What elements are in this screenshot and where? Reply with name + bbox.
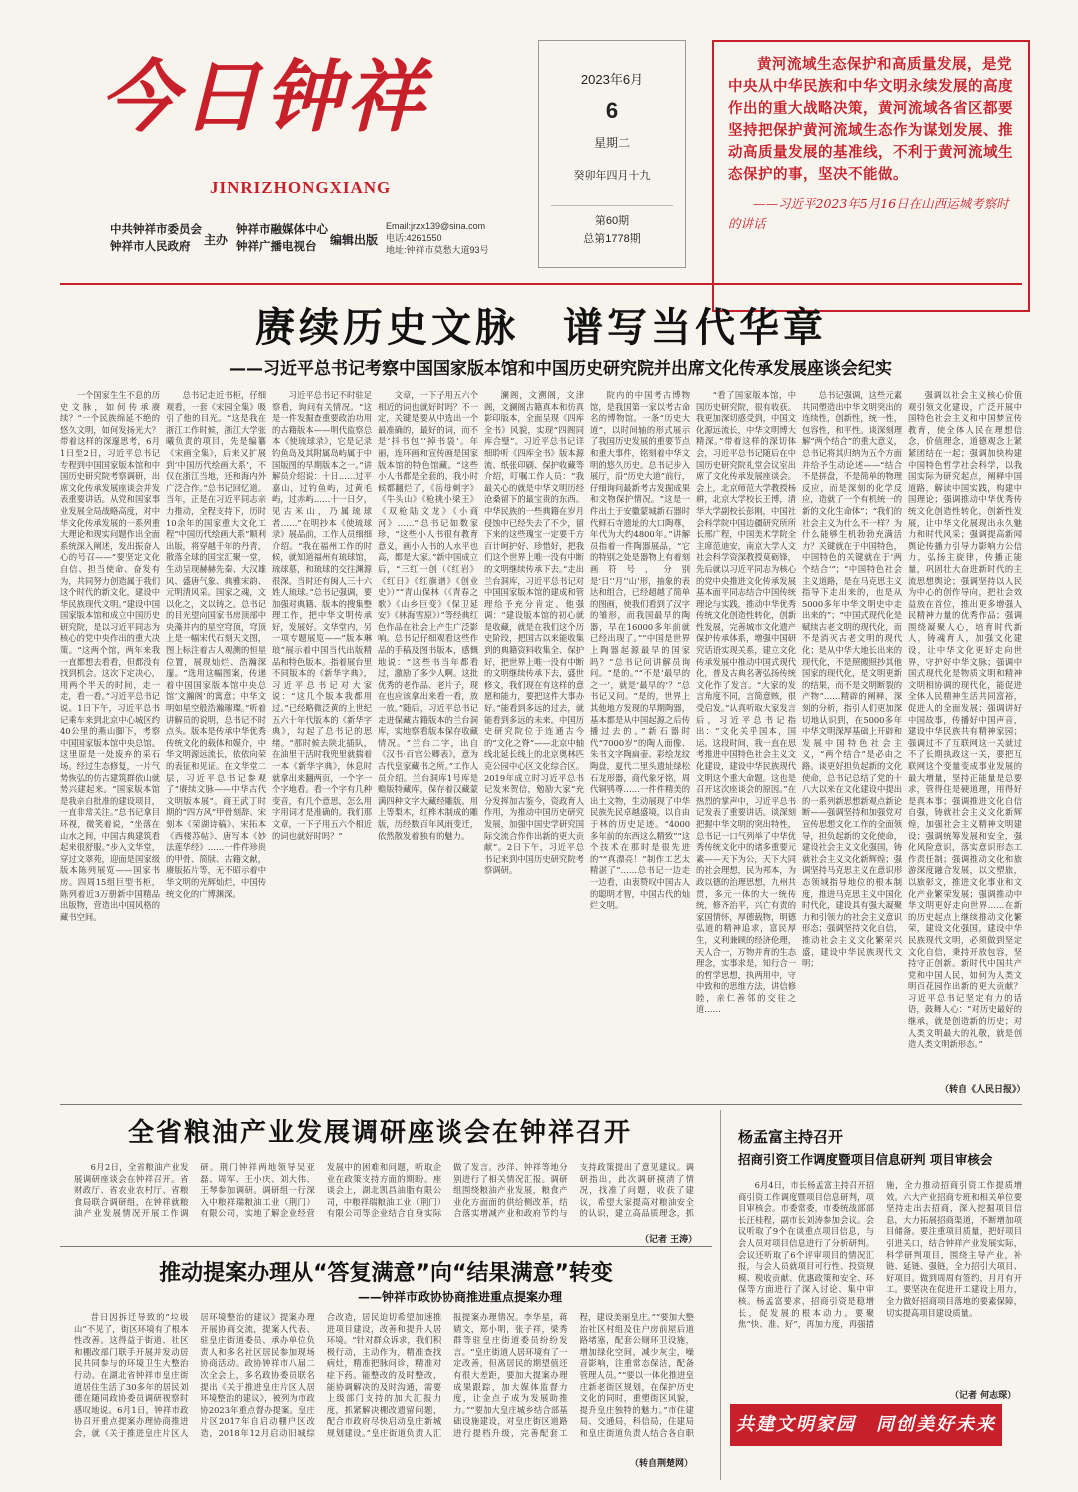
publish-label: 编辑出版 bbox=[330, 233, 379, 247]
lead-text-7: “看了国家版本馆，中国历史研究院，很有收获。我更加深切感受到，中国文化源远流长，中华文明博大精深。”带着这样的深切体会，习近平总书记随后在中国历史研究院礼堂会议室出席了文化传承发展座谈会。会上，北京师范大学教授杨耕，北京大学校长王博，清华大学副校长彭刚，中国社会科学院中国边疆研究所所长邢广程，中国美术学院全主席范迪安，南京大学人文社会科学资深教授莫砺锋，先后就以习近平同志为核心的党中央推进文化传承发展基本面平同志结合中国传统理论与实践，推动中华优秀传统文化创造性转化，创新性发展，完善城市文化遗产保护传承体系，增强中国研究话语实现关系，建立文化传承发展中推动中国式现代化，普及古典名著弘扬传统文化作了发言。“大家的发言角度不同，言简意赅，很受启发。”认真听取大家发言后，习近平总书记指出：“文化关乎国本，国运。这段时间，我一直在思考推进中国特色社会主义文化建设，建设中华民族现代文明这个重大命题。这也是召开这次座谈会的原因。”在热烈的掌声中，习近平总书记发表了重要讲话。谈深刻把握中华文明的突出特性，总书记一口气列举了中华优秀传统文化中的诸多重要元素——天下为公，天下大同的社会理想，民为邦本，为政以德的治理思想，九州共贯，多元一体的大一统传统，修齐治平，兴亡有责的家国情怀，厚德载物，明德弘道的精神追求，富民厚生，义利兼顾的经济伦理，天人合一，万物并育的生态理念，实事求是，知行合一的哲学思想，执两用中，守中致和的思维方法，讲信修睦，亲仁善邻的交往之道…… bbox=[696, 390, 796, 1015]
phone: 电话:4261550 bbox=[386, 233, 442, 243]
article4-body bbox=[738, 1180, 1022, 1388]
article3-credit: （转自荆楚网） bbox=[630, 1459, 694, 1469]
lead-column-5 bbox=[484, 390, 584, 1100]
lead-column-1 bbox=[60, 390, 160, 1100]
host-label: 主办 bbox=[204, 233, 229, 247]
weekday: 星期二 bbox=[593, 136, 630, 150]
year-month: 2023年6月 bbox=[580, 72, 644, 87]
lunar-date: 癸卯年四月十九 bbox=[573, 170, 651, 182]
date-box bbox=[538, 40, 686, 268]
masthead-title: 今日钟祥 bbox=[100, 52, 429, 143]
lead-column-4 bbox=[378, 390, 478, 1100]
publisher-2: 钟祥广播电视台 bbox=[236, 241, 317, 253]
lead-column-7 bbox=[696, 390, 796, 1100]
article3-body bbox=[74, 1312, 694, 1448]
sponsors bbox=[110, 222, 202, 256]
article4-title-line1: 杨孟富主持召开 bbox=[738, 1128, 844, 1146]
masthead-pinyin: JINRIZHONGXIANG bbox=[210, 178, 392, 197]
lead-column-8 bbox=[802, 390, 902, 1100]
lead-text-8: 总书记强调，这些元素共同塑造出中华文明突出的连续性，创新性，统一性，包容性，和平性。谈深刻理解“两个结合”的重大意义，总书记将其归纳为五个方面并给予生动论述——“结合不是拼盘，不是简单的物理反应，而是深刻的化学反应，造就了一个有机统一的新的文化生命体”；“我们的社会主义为什么不一样？为什么能够生机勃勃充满活力？关键就在于中国特色，中国特色的关键就在于‘两个结合’”；“中国特色社会主义道路，是在马克思主义指导下走出来的，也是从5000多年中华文明史中走出来的”；“中国式现代化是赋续古老文明的现代化，而不是消灭古老文明的现代化；是从中华大地长出来的现代化，不是照搬照抄其他国家的现代化，是文明更新的结果，而不是文明断裂的产物”……精辟的阐释，深刻的分析，指引人们更加深切地认识到，在5000多年中华文明深厚基础上开辟和发展中国特色社会主义，“两个结合”是必由之路。谈更好担负起新的文化使命，总书记总结了党的十八大以来在文化建设中提出的一系列新思想新观点新论断——强调坚持和加强党对宣传思想文化工作的全面领导，担负起新的文化使命，建设社会主义文化强国，铸就社会主义文化新辉煌；强调坚持马克思主义在意识形态领域指导地位的根本制度，推进马克思主义中国化时代化，建设具有强大凝聚力和引领力的社会主义意识形态；强调坚持文化自信，推动社会主义文化繁荣兴盛，建设中华民族现代文明； bbox=[802, 390, 902, 969]
article2-title: 全省粮油产业发展调研座谈会在钟祥召开 bbox=[127, 1118, 632, 1148]
article4-title-line2: 招商引资工作调度暨项目信息研判 项目审核会 bbox=[738, 1152, 993, 1167]
lead-text-3: 习近平总书记不时驻足察看，询问有关情况。“这是一件发掘查重要政治功用的古籍版本——明代监察总本《使琉球录》，它是记录钓鱼岛及其附属岛屿属于中国版图的早期版本之一。”讲解员介绍说：十日……过平嘉山，过钓鱼屿，过黄毛屿，过赤屿……十一日夕，见古米山，乃属琉球者……”在明抄本《使琉球录》展品前，工作人员细细介绍。“我在福州工作的时候，就知道福州有琉球馆，琉球墓，和琉球的交往渊源很深。当时还有闽人三十六姓人琉球。”总书记强调，要加强对典籍、版本的搜集整理工作，把中华文明传承好，发展好。文华堂内，另一项专题展览——“版本琳琅”展示着中国当代出版精品和特色版本。指着展台里不同版本的《新华字典》，习近平总书记对大家说：“这几个版本我都用过。”已经略微泛黄的上世纪五六十年代版本的《新华字典》，勾起了总书记的思绪。“那时候去陕北插队，在油里干活时我兜里就揣着一本《新华字典》，休息时就拿出来翻两页，一个字一个字地看。看一个字有几种变音，有几个意思，怎么用字用词才是准确的。我们那文章，一下子用五六个相近的词也就好时吗？” bbox=[272, 390, 372, 841]
lead-text-6: 院内的中国考古博物馆，是我国第一家以考古命名的博物馆。一条“历史大道”，以时间轴的形式展示了我国历史发展的重要节点和重大事件，铭刻着中华文明的悠久历史。总书记步入展厅，沿“历史大道”前行，仔细询问最新考古发掘成果和文物保护情况。“这是一件出土于安徽蒙城新石器时代鲜石寺遗址的大口陶尊，年代为大约4800年。”讲解员指着一件陶器展品，“它的特别之处是器物上有着刻画符号，分别是‘日’‘月’‘山’形，抽象的表达和组合，已经超越了简单的图画，使我们看到了汉字的雏形，而我国最早的陶器，早在16000多年前就已经出现了。”“中国是世界上陶器起源最早的国家吗？”总书记问讲解员询问。“是的。”“不是‘最早的之一’，就是‘最早的’？”总书记又问。“是的，世界上其他地方发现的早期陶器，基本都是从中国起源之后传播过去的。”新石器时代“7000岁”的陶人面像、朱书文字陶扁壶、彩绘龙纹陶盘，夏代二里头遗址绿松石龙形器，商代象牙铭，周代铜鸮尊……一件件精美的出土文物，生动展现了中华民族先民卓越盛境，以自由于林的历史足迹。“4000多年前的东西这么精致”“这个技术在那时是很先进的”“真漂亮！”制作工艺太精湛了”……总书记一边走一边看，由衷赞叹中国古人的聪明才智，中国古代的灿烂文明。 bbox=[590, 390, 690, 911]
lead-column-6 bbox=[590, 390, 690, 1100]
divider bbox=[60, 1246, 712, 1247]
sponsor-2: 钟祥市人民政府 bbox=[110, 241, 191, 253]
lead-subheadline: ——习近平总书记考察中国国家版本馆和中国历史研究院并出席文化传承发展座谈会纪实 bbox=[229, 359, 892, 379]
issue-number: 第60期 bbox=[594, 215, 630, 227]
lead-column-9 bbox=[908, 390, 1022, 1080]
lead-column-3 bbox=[272, 390, 372, 1100]
article3-title: 推动提案办理从“答复满意”向“结果满意”转变 bbox=[159, 1261, 613, 1286]
publisher-1: 钟祥市融媒体中心 bbox=[236, 224, 328, 236]
lead-text-9: 强调以社会主义核心价值观引领文化建设，广泛开展中国特色社会主义和中国梦宣传教育，使全体人民在理想信念，价值理念，道德观念上紧紧团结在一起；强调加快构建中国特色哲学社会科学，以我国实际为研究起点，阐释中国道路，解读中国实践，构建中国理论；强调推动中华优秀传统文化创造性转化，创新性发展，让中华文化展现出永久魅力和时代风采；强调提高新闻舆论传播力引导力影响力公信力，弘扬主旋律，传播正能量，巩固壮大奋进新时代的主流思想舆论；强调坚持以人民为中心的创作导向，把社会效益放在首位，推出更多增强人民精神力量的优秀作品；强调围绕凝聚人心，培育时代新人，铸魂育人，加强文化建设，让中华文化更好走向世界，守护好中华文脉；强调中国式现代化是物质文明和精神文明相协调的现代化，能促进全体人民精神生活共同富裕，促进人的全面发展；强调讲好中国故事，传播好中国声音，建设中华民族共有精神家园；强调过不了互联网这一关就过不了长期执政这一关，要把互联网这个变量变成事业发展的最大增量，坚持正能量是总要求，管得住是硬道理，用得好是真本事；强调推进文化自信自强，铸就社会主义文化新辉煌，加强社会主义精神文明建设；强调统筹发展和安全，强化风险意识，落实意识形态工作责任制；强调推动文化和旅游深度融合发展，以文塑旅，以旅彰文，推进文化事业和文化产业繁荣发展；强调推动中华文明更好走向世界……在新的历史起点上继续推动文化繁荣，建设文化强国，建设中华民族现代文明，必须做到坚定文化自信，秉持开放包容，坚持守正创新。新时代中国共产党和中国人民，如何为人类文明百花园作出新的更大贡献？习近平总书记坚定有力的话语，鼓舞人心：“对历史最好的继承，就是创造新的历史；对人类文明最大的礼敬，就是创造人类文明新形态。” bbox=[908, 390, 1022, 1050]
publishers bbox=[236, 222, 328, 256]
lead-headline: 赓续历史文脉 谱写当代华章 bbox=[255, 305, 827, 351]
article2-text: 6月2日，全省粮油产业发展调研座谈会在钟祥召开。省财政厅、省农业农村厅、省粮食局联合调研组，在钟祥就粮油产业发展情况开展工作调研。荆门钟祥两地领导吴亚磊、周军、王小庆、刘大伟、王琴参加调研。调研组一行深入中粮祥瑞粮油工业（荆门）有限公司，实地了解企业经营发展中的困难和问题，听取企业在政策支持方面的期盼。座谈会上，湖北凯昌油脂有限公司，中粮祥瑞粮油工业（荆门）有限公司等企业结合自身实际做了发言。沙洋、钟祥等地分别进行了相关情况汇报。调研组围绕粮油产业发展，粮食产业化方面面的供给侧改革，结合落实增减产业和政府节约与支持政策提出了意见建议。调研指出，此次调研摸清了情况，找准了问题，收获了建议，希望大家提高对粮油安全的认识，建立高品质理念，抓 bbox=[74, 1162, 694, 1219]
slogan-banner: 共建文明家园 同创美好未来 bbox=[730, 1404, 1002, 1446]
lead-text-5: 澜阁，文溯阁，文津阁，文澜阁古籍真本和仿真影印版本，全面呈现《四库全书》风貌，实现“四阁同库合璧”。习近平总书记详细聆听《四库全书》版本源流、纸张印刷、保护收藏等介绍，叮嘱工作人员：“我最关心的就是中华文明历经沧桑留下的最宝贵的东西。中华民族的一些典籍在岁月侵蚀中已经失去了不少，留下来的这些瑰宝一定要千方百计呵护好、珍惜好，把我们这个世界上唯一没有中断的文明继续传承下去。”走出兰台洞库，习近平总书记对中国国家版本馆的建成和管理给予充分肯定。他强调：“建设版本馆的初心就是收藏，就是在我们这个历史阶段，把国古以来能收集到的典籍资料收集全、保护好，把世界上唯一没有中断的文明继续传承下去，盛世修文，我们现在有这样的意愿和能力，要把这件大事办好。”能看到多远的过去，就能看到多远的未来。中国历史研究院位于连通古今的“文化之脊”——北京中轴线北延长线上的北京奥林匹克公园中心区文化综合区。2019年成立时习近平总书记发来贺信，勉励大家“充分发挥加古鉴今，资政育人作用，为推动中国历史研究发展，加强中国史学研究国际交流合作作出新的更大贡献”。2日下午，习近平总书记来到中国历史研究院考察调研。 bbox=[484, 390, 584, 876]
quote-text: 黄河流域生态保护和高质量发展，是党中央从中华民族和中华文明永续发展的高度作出的重大战略决策，黄河流域各省区都要坚持把保护黄河流域生态作为谋划发展、推动高质量发展的基准线，不利于黄河流域生态保护的事，坚决不能做。 bbox=[728, 57, 1013, 183]
contact-info bbox=[386, 220, 489, 256]
article2-body bbox=[74, 1162, 694, 1224]
article3-text: 昔日因拆迁导致的“垃圾山”不见了，街区环境有了根本性改善。这得益于街道、社区和棚改部门联手开展并发动居民共同参与的环境卫生大整治行动。在湖北省钟祥市皇庄街道居住生活了30多年的居民刘德在随同政协委员调研视察时感叹地说。6月1日，钟祥市政协召开重点提案办理协商推进会，就《关于推进皇庄片区人居环境整治的建议》提案办理开展协商交流，提案人代表、驻皇庄街道委员、承办单位负责人和多名社区居民参加现场协商活动。政协钟祥市八届二次全会上，多名政协委员联名提出《关于推进皇庄片区人居环境整治的建议》，被列为市政协2023年重点督办提案。皇庄片区2017年自启动棚户区改造，2018年12月启动旧城综合改造，居民迫切希望加速推进项目建设，改善和提升人居环境。“针对群众诉求，我们积极行动，主动作为，精准查找病灶，精准把脉问诊，精准对症下药。能整改的及时整改，能协调解决的及时沟通，需要上级部门支持的加大汇报力度，抓紧解决棚改遗留问题，配合市政府尽快启动皇庄新城规划建设。”皇庄街道负责人汇报提案办理情况。李华星，蒋婧文，郑小明，张子祥，梁秀群等驻皇庄街道委员纷纷发言。“皇庄街道人居环境有了一定改善，但离居民的期望值还有很大差距，要加大提案办理成果跟踪，加大媒体监督力度，让金点子成为发展助推力。”“要加大皇庄城乡结合部基础设施建设，对皇庄街区道路进行提档升级，完善配套工程，建设美丽皇庄。”“要加大整治社区村组及住户房前屋后道路堵塞，配套公厕环卫设施，增加绿化空间，减少灰尘，噪音影响，注重常态保洁，配备管理人员。”“要以一体化推进皇庄新老街区规划，在保护历史文化的同时，重塑街区风貌，提升皇庄独特的魅力。”市住建局、交通局，科信局，住建局和皇庄街道负责人结合各自职 bbox=[74, 1312, 694, 1438]
masthead-logo bbox=[100, 38, 430, 197]
article4-credit: （记者 何志琛） bbox=[950, 1391, 1017, 1401]
article2-credit: （记者 王涛） bbox=[640, 1235, 698, 1245]
quote-box bbox=[712, 40, 1030, 312]
lead-credit: （转自《人民日报》） bbox=[940, 1085, 1026, 1095]
lead-text-1: 一个国家生生不息的历史文脉，如何传承赓续？“一个民族绵延不绝的悠久文明，如何发扬光大？带着这样的深邃思考，6月1日至2日，习近平总书记专程到中国国家版本馆和中国历史研究院考察调研，出席文化传承发展座谈会并发表重要讲话。从党和国家事业发展全局战略高度，对中华文化传承发展的一系列重大理论和现实问题作出全面系统深入阐述，发出振奋人心的号召——“要坚定文化自信、担当使命、奋发有为，共同努力创造属于我们这个时代的新文化，建设中华民族现代文明。”建设中国国家版本馆和成立中国历史研究院，是以习近平同志为核心的党中央作出的重大决策。“这两个馆，两年来我一直都想去看看，但都没有找到机会。这次下定决心，用两个半天的时间，走一走，看一看。”习近平总书记说。1日下午，习近平总书记乘车来到北京中心城区约40公里的燕山脚下，考察中国国家版本馆中央总馆。这里原是一处废弃的采石场。经过生态修复，一片气势恢弘的仿古建筑群依山就势兴建起来。“国家版本馆是我亲自批准的建设项目，一直非常关注。”总书记拿目环视，微笑着说，“坐落在山水之间，中国古典建筑看起来很舒服。”步入文华堂，穿过文翠苑，迎面是国家级版本陈列展览——国家书房。四周15组巨型书柜，陈列着近3万册新中国精品出版物，营造出中国风格的藏书空间。 bbox=[60, 390, 160, 922]
lead-text-4: 文章，一下子用五六个相近的词也就好时吗？不一定，关键是要从中选出一个最准确的，最好的词，而不是‘抖书包’‘掉书袋’。年丽，连环画和宣传画是国家版本馆的特色馆藏。“这些小人书都是全套的，我小时候都翻烂了，《岳母刺字》《牛头山》《枪挑小梁王》《双枪陆文龙》《小商河》……”总书记如数家珍，“这些小人书很有教育意义，画小人书的人水平也高，都是大家。”新中国成立后，“三红一创（《红岩》《红日》《红旗谱》《创业史》）”“青山保林（《青春之歌》《山乡巨变》《保卫延安》《林海雪原》）”等经典红色作品在社会上产生广泛影响。总书记仔细观看这些作品的手稿及图书版本，感慨地说：“这些书当年都看过，激励了多少人啊。这批优秀的老作品、老片子，现在也应该拿出来看一看，放一放。”随后，习近平总书记走进保藏古籍版本的兰台洞库，实地察看版本保存收藏情况。“兰台二字，出自《汉书·百官公卿表》，意为古代皇家藏书之所。”工作人员介绍。兰台洞库1号库是赡版特藏库，保存着汉藏蒙满四种文字大藏经雕版。用上等梨木，红桦木制成的雕版，历经数百年风雨变迁，依然散发着独有的魅力。 bbox=[378, 390, 478, 841]
quote-source: ——习近平2023年5月16日在山西运城考察时的讲话 bbox=[728, 196, 1009, 231]
address: 地址:钟祥市莫愁大道93号 bbox=[386, 245, 489, 255]
sponsor-1: 中共钟祥市委员会 bbox=[110, 224, 202, 236]
divider bbox=[60, 1104, 1022, 1105]
lead-column-2 bbox=[166, 390, 266, 1100]
divider bbox=[720, 1110, 721, 1480]
total-issue: 总第1778期 bbox=[583, 233, 641, 245]
day: 6 bbox=[605, 98, 619, 123]
lead-text-2: 总书记走近书柜，仔细观看，一套《宋园全集》吸引了他的目光。“这是我在浙江工作时候，浙江大学张曦负责的项目，先是编纂《宋画全集》，后来又扩展到‘中国历代绘画大系’，不仅在浙江当地，还和海内外广泛合作。”总书记回忆道。当年，正是在习近平同志亲力推动，全程支持下，历时10余年的国家重大文化工程“中国历代绘画大系”顺利出版，将穿越千年的丹青，散落全球的国宝汇聚一堂，生动呈现赫赫先秦、大汉雄风、盛唐气象、典雅宋韵、元明清风采。国家之魂，文以化之，文以铸之。总书记的目光望向国家书房顶部中央藻井内的星空穹顶，穹顶上是一幅宋代石刻天文图，图上标注着古人观测的恒星位置，展现灿烂、浩瀚深邃。“选用这幅图案，传递着中国国家版本馆中央总馆‘文瀚阁’的寓意；中华文明如星空般浩瀚璀璨。”听着讲解员的说明，总书记不时点头。版本是传承中华优秀传统文化的载体和媒介，中华文明源远流长，依依向荣的表征和见证。在文华堂二层，习近平总书记参观了“赓续文脉——中华古代文明版本展”。商王武丁时期的“四方风”甲骨刻辞、宋刻本《荣湖诗稿》、宋拓本《西楼苏帖》、唐写本《妙法莲华经》……一件件珍贵的甲骨、简牍、古籍文献，赓版拓片等，无不昭示着中华文明的光辉灿烂，中国传统文化的广博渊深。 bbox=[166, 390, 266, 899]
email: Email:jrzx139@sina.com bbox=[386, 221, 486, 231]
issue-info bbox=[551, 205, 673, 248]
divider bbox=[60, 283, 1022, 285]
article4-text: 6月4日，市长杨孟富主持召开招商引资工作调度暨项目信息研判，项目审核会。市委常委，市委统战部部长汪桂程，副市长刘涛参加会议。会议听取了9个在谈重点项目信息，与会人员对项目信息进行了分析研判。会议还听取了6个评审项目的情况汇报，与会人员就项目可行性、投资规模、税收贡献、优惠政策和安全、环保等方面进行了深入讨论、集中审核。杨孟富要求，招商引资是稳增长，促发展的根本动力。要聚焦“快、准、好”，再加力度，再强措施，全力推动招商引资工作提质增效。六大产业招商专班和相关单位要坚持走出去招商，深入挖掘项目信息，大力拓展招商渠道，不断增加项目储备。要注重项目质量，把好项目引进关口，结合钟祥产业发展实际，科学研判项目，围绕主导产业，补链、延链、强链，全力招引大项目、好项目。做到周周有签约，月月有开工。要坚决在促进开工建设上用力，全力做好招商项目落地的要素保障，切实提高项目建设质量。 bbox=[738, 1180, 1022, 1330]
article3-subtitle: ——钟祥市政协协商推进重点提案办理 bbox=[357, 1290, 562, 1304]
